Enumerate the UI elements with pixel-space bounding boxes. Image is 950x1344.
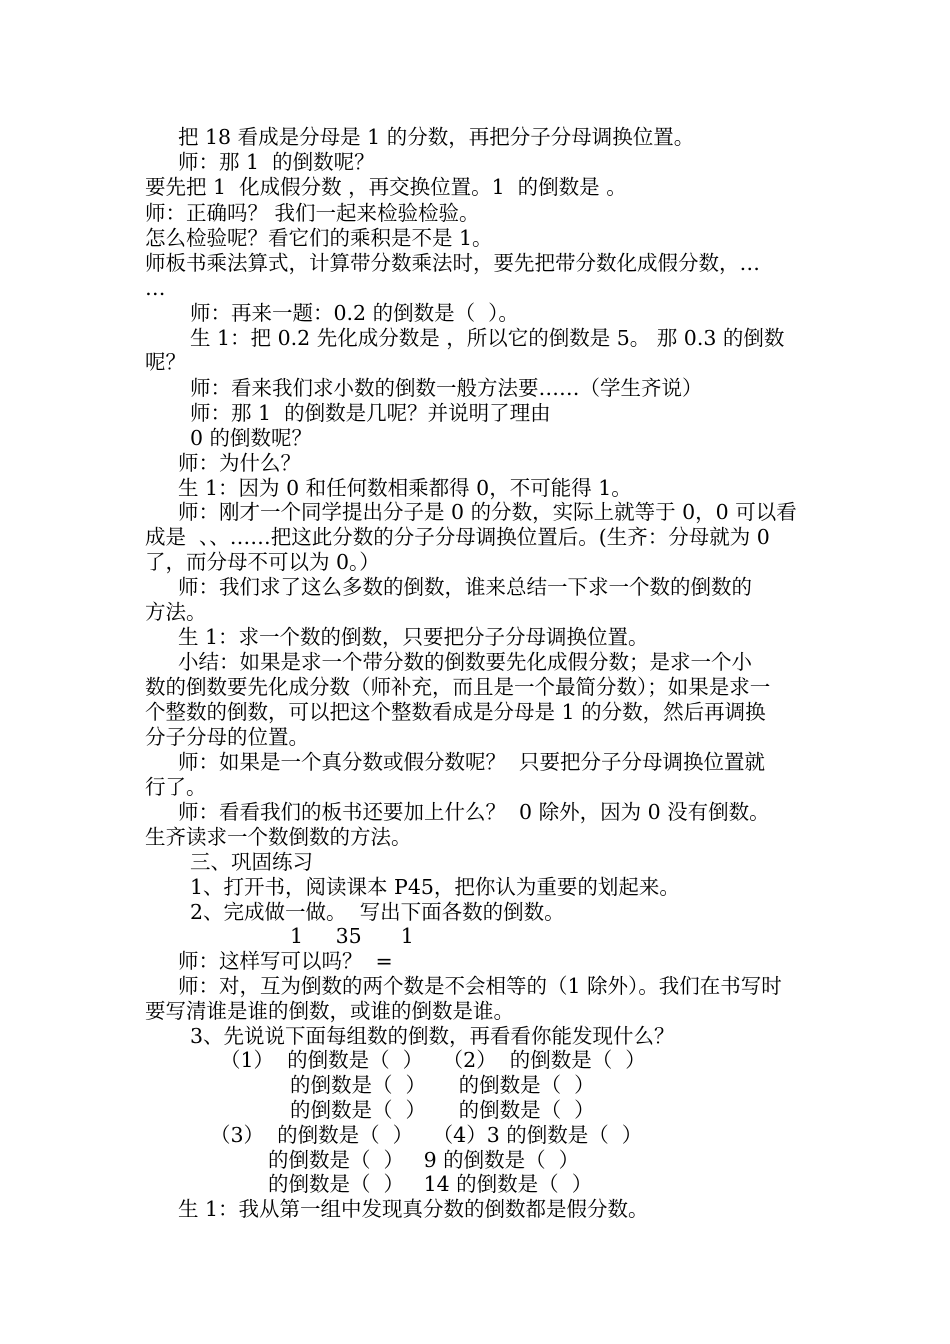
exercise-row-1: （1） 的倒数是（ ） （2） 的倒数是（ ） — [220, 1048, 646, 1072]
text-line-4: 师：正确吗？ 我们一起来检验检验。 — [145, 201, 480, 225]
exercise-row-5: 的倒数是（ ） 9 的倒数是（ ） — [268, 1148, 580, 1172]
text-line-6: 师板书乘法算式，计算带分数乘法时，要先把带分数化成假分数，… — [145, 251, 760, 275]
text-line-26: 师：如果是一个真分数或假分数呢？ 只要把分子分母调换位置就 — [178, 750, 766, 774]
text-line-21: 生 1：求一个数的倒数，只要把分子分母调换位置。 — [178, 625, 649, 649]
text-line-16: 师：刚才一个同学提出分子是 0 的分数，实际上就等于 0，0 可以看 — [178, 500, 797, 524]
text-line-37: 3、先说说下面每组数的倒数，再看看你能发现什么？ — [190, 1024, 675, 1048]
text-line-5: 怎么检验呢？看它们的乘积是不是 1。 — [145, 226, 493, 250]
text-line-36: 要写清谁是谁的倒数，或谁的倒数是谁。 — [145, 999, 514, 1023]
text-line-35: 师：对，互为倒数的两个数是不会相等的（1 除外）。我们在书写时 — [178, 974, 782, 998]
text-line-33: 1 35 1 — [290, 924, 414, 948]
text-line-3: 要先把 1 化成假分数 ，再交换位置。1 的倒数是 。 — [145, 175, 627, 199]
text-line-20: 方法。 — [145, 600, 207, 624]
text-line-25: 分子分母的位置。 — [145, 725, 309, 749]
text-line-17: 成是 、、……把这此分数的分子分母调换位置后。(生齐：分母就为 0 — [145, 525, 770, 549]
text-line-31: 1、打开书，阅读课本 P45，把你认为重要的划起来。 — [190, 875, 680, 899]
text-line-18: 了，而分母不可以为 0。） — [145, 550, 380, 574]
section-heading: 三、巩固练习 — [190, 850, 313, 874]
text-line-9: 生 1：把 0.2 先化成分数是 ，所以它的倒数是 5。 那 0.3 的倒数 — [190, 326, 785, 350]
text-line-14: 师：为什么？ — [178, 451, 301, 475]
exercise-row-2: 的倒数是（ ） 的倒数是（ ） — [290, 1073, 595, 1097]
text-line-34: 师：这样写可以吗？ = — [178, 949, 393, 973]
text-line-15: 生 1：因为 0 和任何数相乘都得 0，不可能得 1。 — [178, 476, 632, 500]
text-line-27: 行了。 — [145, 775, 207, 799]
text-line-12: 师：那 1 的倒数是几呢？并说明了理由 — [190, 401, 551, 425]
text-line-24: 个整数的倒数，可以把这个整数看成是分母是 1 的分数，然后再调换 — [145, 700, 766, 724]
text-line-29: 生齐读求一个数倒数的方法。 — [145, 825, 412, 849]
text-line-2: 师：那 1 的倒数呢？ — [178, 150, 375, 174]
text-line-7: … — [145, 276, 166, 300]
exercise-row-3: 的倒数是（ ） 的倒数是（ ） — [290, 1098, 595, 1122]
text-line-44: 生 1：我从第一组中发现真分数的倒数都是假分数。 — [178, 1197, 649, 1221]
text-line-11: 师：看来我们求小数的倒数一般方法要……（学生齐说） — [190, 376, 703, 400]
text-line-1: 把 18 看成是分母是 1 的分数，再把分子分母调换位置。 — [178, 125, 695, 149]
text-line-32: 2、完成做一做。 写出下面各数的倒数。 — [190, 900, 565, 924]
text-line-10: 呢？ — [145, 350, 186, 374]
exercise-row-4: （3） 的倒数是（ ） （4）3 的倒数是（ ） — [210, 1123, 643, 1147]
text-line-13: 0 的倒数呢？ — [190, 426, 313, 450]
text-line-8: 师：再来一题：0.2 的倒数是（ ）。 — [190, 301, 519, 325]
text-line-28: 师：看看我们的板书还要加上什么？ 0 除外，因为 0 没有倒数。 — [178, 800, 770, 824]
exercise-row-6: 的倒数是（ ） 14 的倒数是（ ） — [268, 1172, 593, 1196]
text-line-19: 师：我们求了这么多数的倒数，谁来总结一下求一个数的倒数的 — [178, 575, 752, 599]
text-line-23: 数的倒数要先化成分数（师补充，而且是一个最简分数）；如果是求一 — [145, 675, 771, 699]
text-line-22: 小结：如果是求一个带分数的倒数要先化成假分数；是求一个小 — [178, 650, 752, 674]
